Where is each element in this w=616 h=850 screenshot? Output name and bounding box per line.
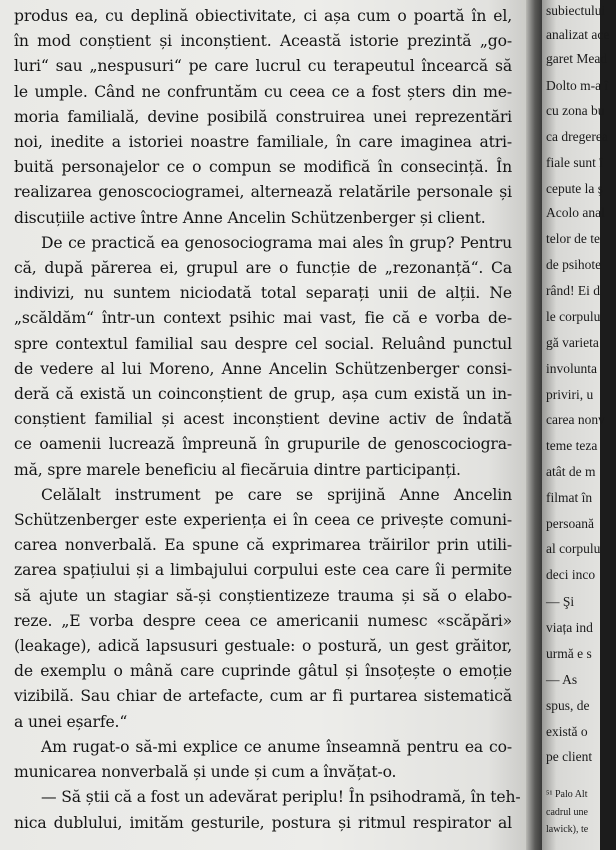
text-line: realizarea genoscociogramei, alternează relatările personale și xyxy=(14,183,512,202)
adjacent-text-fragment: spus, de xyxy=(546,698,590,713)
adjacent-text-fragment: — As xyxy=(546,672,578,687)
adjacent-text-fragment: teme teza xyxy=(546,438,598,453)
adjacent-text-fragment: carea nonv xyxy=(546,412,605,427)
text-line: le umple. Când ne confruntăm cu ceea ce a fost șters din me- xyxy=(14,82,512,101)
text-line: carea nonverbală. Ea spune că exprimarea trăirilor prin utili- xyxy=(14,536,512,555)
text-line: discuțiile active între Anne Ancelin Schützenberger și client. xyxy=(14,208,486,227)
adjacent-text-fragment: ca dregerea xyxy=(546,129,608,144)
text-line: vizibilă. Sau chiar de artefacte, cum ar fi purtarea sistematică xyxy=(14,687,512,706)
text-line: reze. „E vorba despre ceea ce americanii numesc «scăpări» xyxy=(14,611,512,630)
adjacent-text-fragment: persoană xyxy=(546,516,594,531)
text-line: municarea nonverbală și unde și cum a învățat-o. xyxy=(14,763,397,782)
adjacent-text-fragment: telor de te xyxy=(546,231,600,246)
text-line: Celălalt instrument pe care se sprijină Anne Ancelin xyxy=(41,485,512,504)
text-line: în mod conștient și inconștient. Această istorie prezintă „go- xyxy=(14,32,512,51)
adjacent-text-fragment: cepute la ş xyxy=(546,181,603,196)
adjacent-text-fragment: cu zona bu xyxy=(546,103,605,118)
adjacent-text-fragment: cadrul une xyxy=(546,807,588,818)
text-line: De ce practică ea genosociograma mai ales în grup? Pentru xyxy=(41,233,512,252)
adjacent-text-fragment: al corpulu xyxy=(546,541,601,556)
adjacent-text-fragment: fiale sunt î xyxy=(546,155,603,170)
text-line: produs ea, cu deplină obiectivitate, ci așa cum o poartă în el, xyxy=(14,7,512,25)
text-line: luri“ sau „nespusuri“ pe care lucrul cu terapeutul încearcă să xyxy=(14,57,512,76)
adjacent-text-fragment: involunta xyxy=(546,361,597,376)
text-line: zarea spațiului și a limbajului corpului este cea care îi permite xyxy=(14,561,512,580)
text-line: ce oamenii lucrează împreună în grupurile de genoscociogra- xyxy=(14,435,512,454)
text-line: nica dublului, imităm gesturile, postura și ritmul respirator al xyxy=(14,813,512,832)
text-line: — Să știi că a fost un adevărat periplu! În psihodramă, în teh- xyxy=(41,788,521,807)
text-line: indivizi, nu suntem niciodată total separați unii de alții. Ne xyxy=(14,284,512,303)
main-text-block xyxy=(14,4,521,836)
text-line: de exemplu o mână care cuprinde gâtul și însoțește o emoție xyxy=(14,662,512,681)
text-line: deră că există un coinconștient de grup, așa cum există un in- xyxy=(14,385,512,404)
adjacent-text-fragment: ⁵¹ Palo Alt xyxy=(546,789,588,800)
text-line: conștient familial și acest inconștient devine activ de îndată xyxy=(14,410,512,429)
adjacent-text-fragment: de psihote xyxy=(546,257,602,272)
adjacent-text-fragment: garet Mead xyxy=(546,51,608,66)
adjacent-text-fragment: priviri, u xyxy=(546,387,594,402)
text-line: a unei eșarfe.“ xyxy=(14,712,128,731)
adjacent-text-fragment: Dolto m-a î xyxy=(546,78,609,93)
text-line: spre contextul familial sau despre cel social. Reluând punctul xyxy=(14,334,512,353)
adjacent-text-fragment: urmă e s xyxy=(546,646,592,661)
adjacent-text-fragment: gă varieta xyxy=(546,335,599,350)
text-line: mă, spre marele beneficiu al fiecăruia dintre participanți. xyxy=(14,460,461,479)
adjacent-text-fragment: subiectului xyxy=(546,3,606,18)
text-line: noi, inedite a istoriei noastre familiale, în care imaginea atri- xyxy=(14,133,512,152)
adjacent-page-edge xyxy=(542,0,610,850)
text-line: „scăldăm“ într-un context psihic mai vast, fie că e vorba de- xyxy=(14,309,512,328)
text-line: Schützenberger este experiența ei în ceea ce privește comuni- xyxy=(14,511,512,530)
text-line: Am rugat-o să-mi explice ce anume înseamnă pentru ea co- xyxy=(41,737,512,756)
adjacent-text-fragment: lawick), te xyxy=(546,824,589,835)
adjacent-text-fragment: viața ind xyxy=(546,620,593,635)
text-line: de vedere al lui Moreno, Anne Ancelin Schützenberger consi- xyxy=(14,359,512,378)
text-line: că, după părerea ei, grupul are o funcție de „rezonanță“. Ca xyxy=(14,259,512,278)
text-line: să ajute un stagiar să-și conștientizeze trauma și să o elabo- xyxy=(14,586,512,605)
adjacent-text-fragment: — Şi xyxy=(546,594,575,609)
text-line: moria familială, devine posibilă construirea unei reprezentări xyxy=(14,107,512,126)
adjacent-text-fragment: le corpulu xyxy=(546,309,601,324)
adjacent-text-fragment: deci inco xyxy=(546,567,596,582)
text-line: (leakage), adică lapsusuri gestuale: o postură, un gest grăitor, xyxy=(14,637,512,656)
adjacent-text-fragment: filmat în xyxy=(546,490,593,505)
adjacent-text-fragment: există o xyxy=(546,724,588,739)
adjacent-text-fragment: rând! Ei d xyxy=(546,283,600,298)
adjacent-text-fragment: Acolo anal xyxy=(546,205,605,220)
text-line: buită personajelor ce o compun se modifică în consecință. În xyxy=(14,158,512,177)
adjacent-text-fragment: pe client xyxy=(546,749,593,764)
adjacent-text-fragment: atât de m xyxy=(546,464,596,479)
adjacent-text-fragment: analizat ace xyxy=(546,27,610,42)
